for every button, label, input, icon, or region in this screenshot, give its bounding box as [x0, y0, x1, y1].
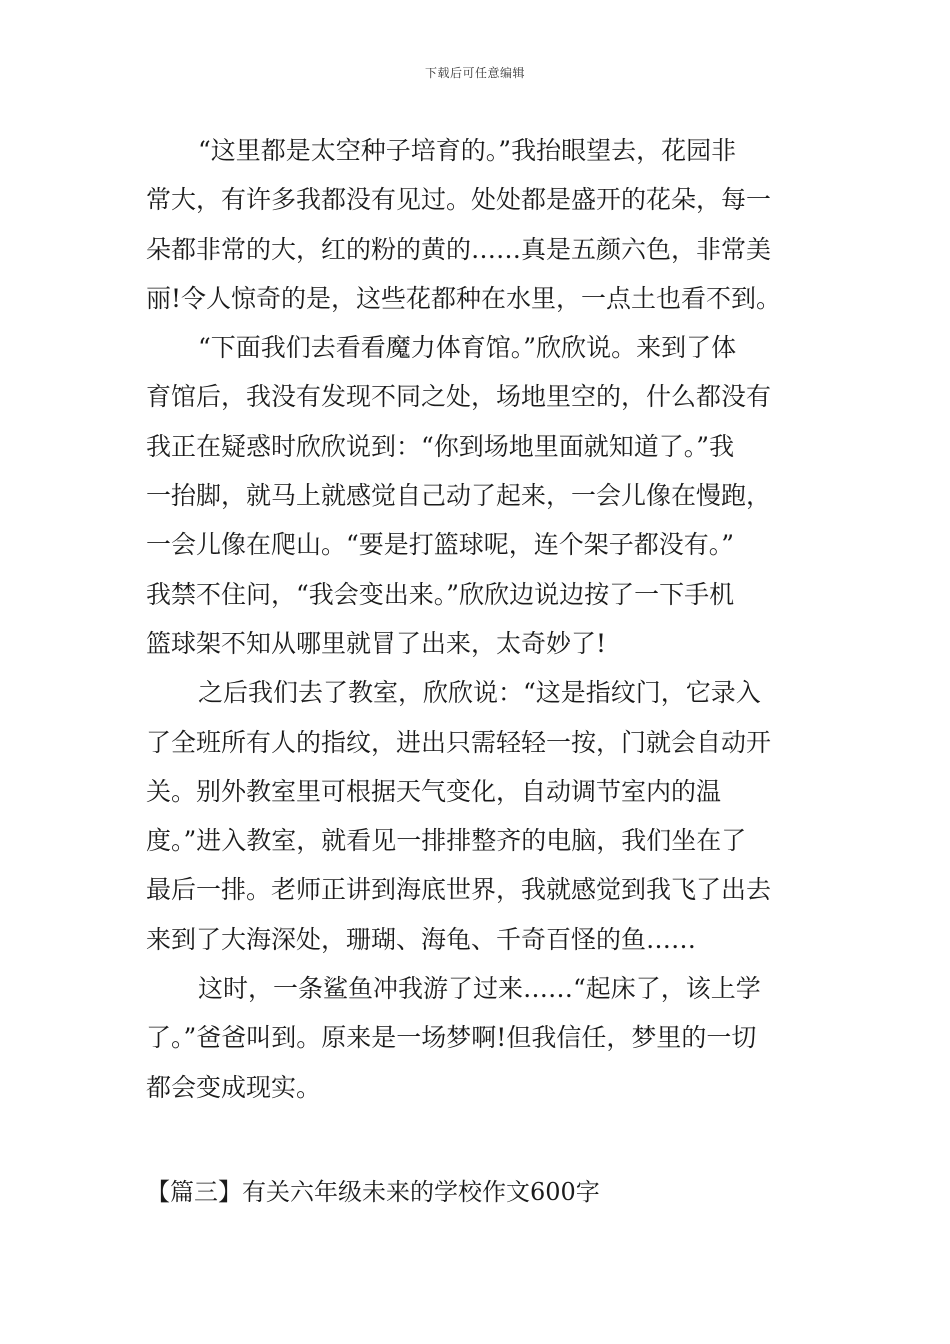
text-line: 度。”进入教室，就看见一排排整齐的电脑，我们坐在了 [146, 826, 747, 856]
text-line: 我禁不住问，“我会变出来。”欣欣边说边按了一下手机 [146, 579, 735, 609]
text-line: 常大，有许多我都没有见过。处处都是盛开的花朵，每一 [146, 185, 772, 215]
text-line: 丽!令人惊奇的是，这些花都种在水里，一点土也看不到。 [146, 283, 782, 313]
text-line: 这时，一条鲨鱼冲我游了过来……“起床了，该上学 [198, 974, 761, 1004]
text-line: 之后我们去了教室，欣欣说：“这是指纹门，它录入 [198, 678, 761, 708]
text-line: 一抬脚，就马上就感觉自己动了起来，一会儿像在慢跑， [146, 481, 772, 511]
text-line: 了全班所有人的指纹，进出只需轻轻一按，门就会自动开 [146, 727, 772, 757]
essay-body [146, 126, 810, 1112]
text-line: 育馆后，我没有发现不同之处，场地里空的，什么都没有 [146, 382, 772, 412]
text-line: 都会变成现实。 [146, 1072, 322, 1102]
text-line: 了。”爸爸叫到。原来是一场梦啊!但我信任，梦里的一切 [146, 1023, 757, 1053]
text-line: 篮球架不知从哪里就冒了出来，太奇妙了! [146, 628, 607, 658]
text-line: 朵都非常的大，红的粉的黄的……真是五颜六色，非常美 [146, 234, 772, 264]
text-line: 来到了大海深处，珊瑚、海龟、千奇百怪的鱼…… [146, 924, 697, 954]
text-line: 一会儿像在爬山。“要是打篮球呢，连个架子都没有。” [146, 530, 735, 560]
text-line: 关。别外教室里可根据天气变化，自动调节室内的温 [146, 776, 722, 806]
text-line: 我正在疑惑时欣欣说到：“你到场地里面就知道了。”我 [146, 431, 735, 461]
page-header: 下载后可任意编辑 [424, 66, 525, 80]
text-line: “这里都是太空种子培育的。”我抬眼望去，花园非 [198, 136, 737, 165]
section-title: 【篇三】有关六年级未来的学校作文600字 [146, 1178, 600, 1206]
text-line: “下面我们去看看魔力体育馆。”欣欣说。来到了体 [198, 333, 737, 363]
text-line: 最后一排。老师正讲到海底世界，我就感觉到我飞了出去 [146, 875, 772, 905]
